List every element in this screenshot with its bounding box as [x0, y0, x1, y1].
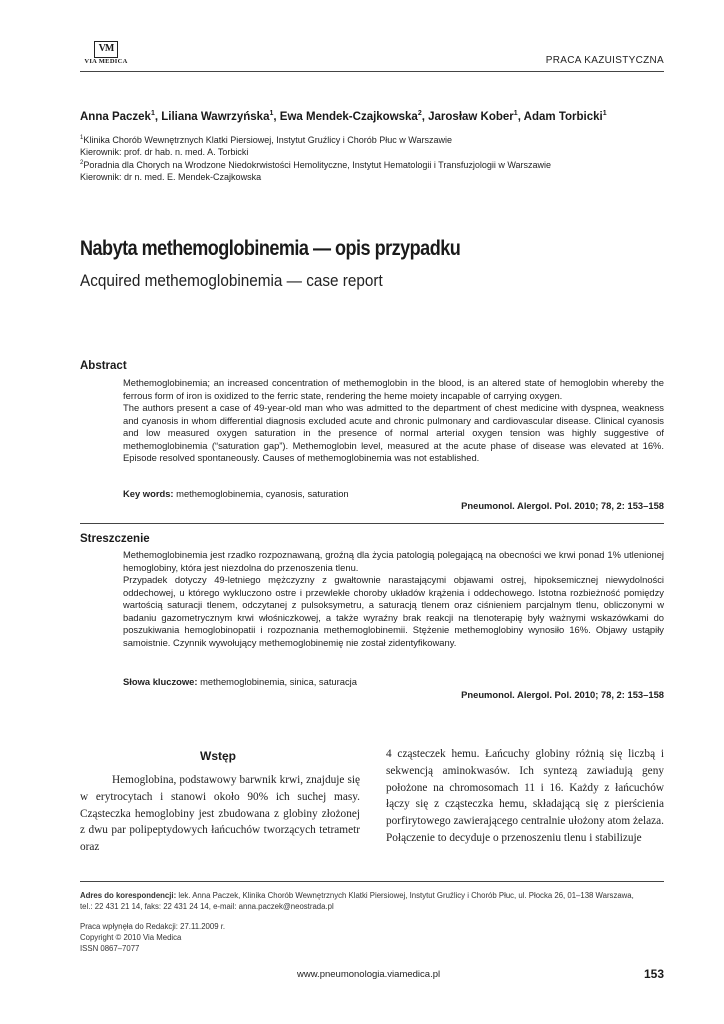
correspondence-label: Adres do korespondencji:	[80, 891, 177, 900]
body-column-left: Hemoglobina, podstawowy barwnik krwi, znajduje się w erytrocytach i stanowi około 90% ich suchej masy. Cząsteczka hemoglobiny jest zbudowana z globiny złożonej z dwu par polipeptydowych łańcuchów tworzących tetrametr oraz	[80, 774, 360, 854]
abstract-heading: Abstract	[80, 360, 127, 372]
title-english: Acquired methemoglobinemia — case report	[80, 271, 383, 290]
copyright: Copyright © 2010 Via Medica	[80, 932, 182, 942]
affiliation-number: 1	[80, 135, 84, 141]
page-number: 153	[643, 967, 664, 981]
author-affiliation-mark: 1	[602, 110, 607, 117]
author-affiliation-mark: 2	[417, 110, 422, 117]
affiliation-2: Poradnia dla Chorych na Wrodzone Niedokrwistości Hemolityczne, Instytut Hematologii i Transfuzjologii w Warszawie	[83, 160, 552, 171]
correspondence-contact: tel.: 22 431 21 14, faks: 22 431 24 14, e-mail: anna.paczek@neostrada.pl	[80, 902, 334, 911]
body-column-right: 4 cząsteczek hemu. Łańcuchy globiny różnią się liczbą i sekwencją aminokwasów. Ich syntezą zawiadują geny położone na chromosomach 11 i 16. Każdy z łańcuchów łączy się z cząsteczka hemu, składającą się z pierścienia porfirytowego zawierającego centralnie ułożony atom żelaza. Połączenie to decyduje o przenoszeniu tlenu i stabilizuje	[386, 748, 664, 844]
author-affiliation-mark: 1	[513, 110, 518, 117]
keywords-label: Słowa kluczowe:	[123, 676, 198, 687]
abstract-keywords	[123, 488, 349, 499]
correspondence	[80, 890, 664, 912]
keywords-text: methemoglobinemia, sinica, saturacja	[200, 676, 357, 687]
correspondence-address: lek. Anna Paczek, Klinika Chorób Wewnętrznych Klatki Piersiowej, Instytut Gruźlicy i Chorób Płuc, ul. Płocka 26, 01–138 Warszawa,	[178, 891, 634, 900]
article-type-label: PRACA KAZUISTYCZNA	[545, 55, 664, 66]
keywords-text: methemoglobinemia, cyanosis, saturation	[176, 488, 349, 499]
streszczenie-heading: Streszczenie	[80, 533, 150, 545]
section-heading-wstep: Wstęp	[200, 749, 236, 763]
logo-mark: VM	[94, 41, 118, 58]
abstract-body	[123, 377, 664, 465]
affiliation-number: 2	[80, 160, 84, 167]
issn: ISSN 0867–7077	[80, 943, 140, 953]
streszczenie-paragraph: Przypadek dotyczy 49-letniego mężczyzny z gwałtownie narastającymi objawami ostrej, hipoksemicznej niewydolności oddechowej, u którego wykluczono ostre i przewlekłe choroby układów krążenia i oddechowego. Istotna rozbieżność pomiędzy wartością saturacji tlenem, odczytanej z pulsoksymetru, a saturacją tlenem oraz ciśnieniem parcjalnym tlenu, obliczonymi w badaniu gazometrycznym krwi włośniczkowej, a także wyraźny brak reakcji na tlenoterapię były ważnymi wskazówkami do poszukiwania hemoglobinopatii i rozpoznania methemoglobinemii. Stężenie methemoglobiny wynosiło 16%. Objawy ustąpiły samoistnie. Czynnik wywołujący methemoglobinemię nie został zidentyfikowany.	[123, 574, 664, 648]
author-name: Ewa Mendek-Czajkowska	[279, 110, 418, 123]
publisher-logo	[80, 41, 132, 67]
abstract-divider	[80, 523, 664, 524]
streszczenie-paragraph: Methemoglobinemia jest rzadko rozpoznawaną, groźną dla życia patologią polegającą na obecności we krwi ponad 1% utlenionej hemoglobiny, która jest niezdolna do przenoszenia tlenu.	[123, 549, 664, 573]
abstract-citation: Pneumonol. Alergol. Pol. 2010; 78, 2: 153–158	[461, 500, 664, 511]
affiliation-2-head: Kierownik: dr n. med. E. Mendek-Czajkowska	[80, 171, 262, 182]
logo-text: VIA MEDICA	[84, 58, 128, 65]
affiliation-1-head: Kierownik: prof. dr hab. n. med. A. Torbicki	[80, 146, 249, 157]
journal-url: www.pneumonologia.viamedica.pl	[297, 969, 441, 980]
abstract-paragraph: Methemoglobinemia; an increased concentration of methemoglobin in the blood, is an altered state of hemoglobin whereby the ferrous form of iron is oxidized to the ferric state, rendering the heme moiety incapable of carrying oxygen.	[123, 377, 664, 401]
streszczenie-keywords	[123, 676, 357, 687]
author-name: Adam Torbicki	[523, 110, 603, 123]
author-list: Anna Paczek$^1$, Liliana Wawrzyńska$^1$, Ewa Mendek-Czajkowska$^2$, Jarosław Kober$^1$, Adam Torbicki$^1$	[80, 110, 607, 123]
title-polish: Nabyta methemoglobinemia — opis przypadku	[80, 237, 461, 260]
header-divider	[80, 71, 664, 72]
streszczenie-body	[123, 549, 664, 649]
author-name: Jarosław Kober	[428, 110, 514, 123]
streszczenie-citation: Pneumonol. Alergol. Pol. 2010; 78, 2: 153–158	[461, 689, 664, 700]
article-meta	[80, 922, 225, 954]
footer-divider	[80, 881, 664, 882]
affiliations	[80, 133, 680, 183]
abstract-paragraph: The authors present a case of 49-year-old man who was admitted to the department of chest medicine with dyspnea, weakness and cyanosis in whom differential diagnosis excluded acute and chronic pulmonary and cardiovascular disease. Clinical cyanosis and low measured oxygen saturation in the presence of normal arterial oxygen tension was highly suggestive of methemoglobinemia (“saturation gap”). Methemoglobin level, measured at the acute phase of disease was elevated at 16%. Episode resolved spontaneously. Causes of methemoglobinemia was not established.	[123, 402, 664, 463]
author-affiliation-mark: 1	[269, 110, 274, 117]
author-affiliation-mark: 1	[150, 110, 155, 117]
author-name: Anna Paczek	[80, 110, 151, 123]
author-name: Liliana Wawrzyńska	[161, 110, 270, 123]
affiliation-1: Klinika Chorób Wewnętrznych Klatki Piersiowej, Instytut Gruźlicy i Chorób Płuc w Warszawie	[83, 135, 452, 145]
received-date: Praca wpłynęła do Redakcji: 27.11.2009 r.	[80, 922, 226, 931]
keywords-label: Key words:	[123, 488, 174, 499]
